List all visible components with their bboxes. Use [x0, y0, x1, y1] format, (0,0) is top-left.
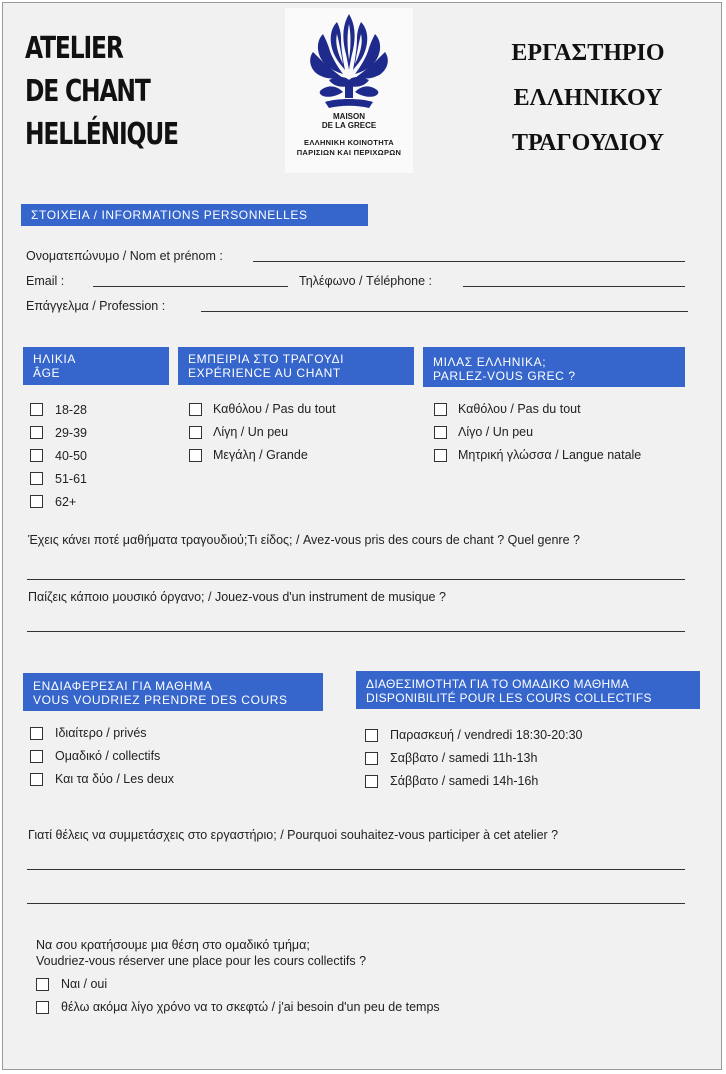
- phone-label: Τηλέφωνο / Téléphone :: [299, 274, 433, 288]
- age-checkbox-62-plus[interactable]: [30, 495, 43, 508]
- course-type-heading-line: VOUS VOUDRIEZ PRENDRE DES COURS: [33, 693, 288, 707]
- experience-heading: [178, 347, 414, 385]
- experience-option-label: Λίγη / Un peu: [213, 425, 289, 439]
- maison-de-la-grece-logo: [285, 8, 413, 173]
- profession-label: Επάγγελμα / Profession :: [26, 299, 166, 313]
- availability-checkbox-saturday-afternoon[interactable]: [365, 775, 378, 788]
- lessons-question: Έχεις κάνει ποτέ μαθήματα τραγουδιού;Τι είδος; / Avez-vous pris des cours de chant ? Quel genre ?: [28, 533, 580, 547]
- registration-form-page: [2, 2, 722, 1070]
- availability-option-label: Σάββατο / samedi 14h-16h: [390, 774, 539, 788]
- availability-heading-line: DISPONIBILITÉ POUR LES COURS COLLECTIFS: [366, 691, 652, 705]
- course-option-label: Και τα δύο / Les deux: [55, 772, 175, 786]
- name-label: Ονοματεπώνυμο / Nom et prénom :: [26, 249, 223, 263]
- age-option-label: 29-39: [55, 426, 87, 440]
- logo-name-line: MAISON: [333, 112, 365, 121]
- instrument-question: Παίζεις κάποιο μουσικό όργανο; / Jouez-vous d'un instrument de musique ?: [28, 590, 446, 604]
- title-french-line: HELLÉNIQUE: [25, 117, 178, 152]
- anthemion-ornament-icon: [285, 10, 413, 120]
- greek-option-label: Μητρική γλώσσα / Langue natale: [458, 448, 642, 462]
- course-checkbox-both[interactable]: [30, 773, 43, 786]
- why-answer-line-2[interactable]: [27, 903, 685, 904]
- lessons-answer-line[interactable]: [27, 579, 685, 580]
- logo-community-line: ΕΛΛΗΝΙΚΗ ΚΟΙΝΟΤΗΤΑ: [304, 138, 394, 147]
- availability-option-label: Παρασκευή / vendredi 18:30-20:30: [390, 728, 583, 742]
- title-french-line: DE CHANT: [25, 74, 150, 109]
- title-greek-line: ΕΡΓΑΣΤΗΡΙΟ: [511, 40, 665, 66]
- greek-heading-line: ΜΙΛΑΣ ΕΛΛΗΝΙΚΑ;: [433, 355, 547, 369]
- greek-checkbox-native[interactable]: [434, 449, 447, 462]
- reserve-question: [36, 937, 366, 969]
- greek-heading: [423, 347, 685, 387]
- logo-community: [285, 138, 413, 158]
- age-heading-line: ÂGE: [33, 366, 61, 380]
- greek-heading-line: PARLEZ-VOUS GREC ?: [433, 369, 576, 383]
- experience-checkbox-none[interactable]: [189, 403, 202, 416]
- title-greek-line: ΕΛΛΗΝΙΚΟΥ: [513, 85, 663, 111]
- personal-info-heading: ΣΤΟΙΧΕΙΑ / INFORMATIONS PERSONNELLES: [21, 204, 368, 226]
- logo-name-line: DE LA GRECE: [321, 121, 377, 130]
- availability-heading-line: ΔΙΑΘΕΣΙΜΟΤΗΤΑ ΓΙΑ ΤΟ ΟΜΑΔΙΚΟ ΜΑΘΗΜΑ: [366, 677, 630, 691]
- availability-heading: [356, 671, 700, 709]
- course-type-heading: [23, 673, 323, 711]
- age-checkbox-51-61[interactable]: [30, 472, 43, 485]
- why-answer-line[interactable]: [27, 869, 685, 870]
- course-type-heading-line: ΕΝΔΙΑΦΕΡΕΣΑΙ ΓΙΑ ΜΑΘΗΜΑ: [33, 679, 213, 693]
- availability-checkbox-friday[interactable]: [365, 729, 378, 742]
- age-option-label: 18-28: [55, 403, 87, 417]
- age-option-label: 51-61: [55, 472, 87, 486]
- experience-option-label: Μεγάλη / Grande: [213, 448, 308, 462]
- greek-checkbox-none[interactable]: [434, 403, 447, 416]
- instrument-answer-line[interactable]: [27, 631, 685, 632]
- reserve-question-line: Να σου κρατήσουμε μια θέση στο ομαδικό τμήμα;: [36, 938, 310, 952]
- title-greek-line: ΤΡΑΓΟΥΔΙΟΥ: [511, 130, 665, 156]
- age-option-label: 62+: [55, 495, 77, 509]
- greek-checkbox-little[interactable]: [434, 426, 447, 439]
- course-option-label: Ιδιαίτερο / privés: [55, 726, 147, 740]
- logo-name: [285, 112, 413, 130]
- course-option-label: Ομαδικό / collectifs: [55, 749, 161, 763]
- age-checkbox-29-39[interactable]: [30, 426, 43, 439]
- experience-heading-line: EXPÉRIENCE AU CHANT: [188, 366, 341, 380]
- profession-field[interactable]: [201, 311, 688, 312]
- title-french-line: ATELIER: [25, 31, 123, 66]
- course-checkbox-private[interactable]: [30, 727, 43, 740]
- reserve-checkbox-need-time[interactable]: [36, 1001, 49, 1014]
- why-question: Γιατί θέλεις να συμμετάσχεις στο εργαστήριο; / Pourquoi souhaitez-vous participer à cet atelier ?: [28, 828, 559, 842]
- greek-option-label: Λίγο / Un peu: [458, 425, 534, 439]
- logo-community-line: ΠΑΡΙΣΙΩΝ ΚΑΙ ΠΕΡΙΧΩΡΩΝ: [296, 148, 402, 157]
- experience-heading-line: ΕΜΠΕΙΡΙΑ ΣΤΟ ΤΡΑΓΟΥΔΙ: [188, 352, 345, 366]
- greek-option-label: Καθόλου / Pas du tout: [458, 402, 581, 416]
- age-heading-line: ΗΛΙΚΙΑ: [33, 352, 76, 366]
- age-heading: [23, 347, 169, 385]
- reserve-option-label: Ναι / oui: [61, 977, 108, 991]
- name-field[interactable]: [253, 261, 685, 262]
- course-checkbox-group[interactable]: [30, 750, 43, 763]
- phone-field[interactable]: [463, 286, 685, 287]
- title-greek: [483, 31, 693, 166]
- reserve-option-label: θέλω ακόμα λίγο χρόνο να το σκεφτώ / j'ai besoin d'un peu de temps: [61, 1000, 440, 1014]
- email-field[interactable]: [93, 286, 288, 287]
- experience-checkbox-great[interactable]: [189, 449, 202, 462]
- title-french: [25, 27, 178, 156]
- age-checkbox-40-50[interactable]: [30, 449, 43, 462]
- age-checkbox-18-28[interactable]: [30, 403, 43, 416]
- reserve-checkbox-yes[interactable]: [36, 978, 49, 991]
- reserve-question-line: Voudriez-vous réserver une place pour les cours collectifs ?: [36, 954, 367, 968]
- availability-checkbox-saturday-morning[interactable]: [365, 752, 378, 765]
- age-option-label: 40-50: [55, 449, 87, 463]
- email-label: Email :: [26, 274, 65, 288]
- experience-option-label: Καθόλου / Pas du tout: [213, 402, 336, 416]
- experience-checkbox-little[interactable]: [189, 426, 202, 439]
- availability-option-label: Σαββατο / samedi 11h-13h: [390, 751, 538, 765]
